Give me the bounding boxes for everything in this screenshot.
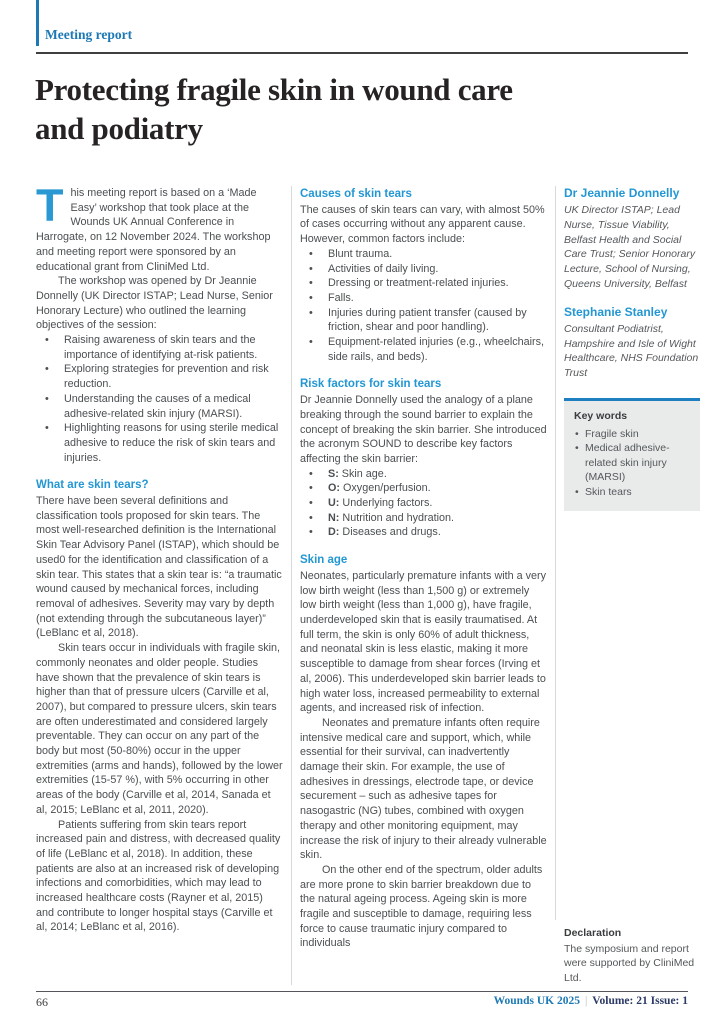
title-line1: Protecting fragile skin in wound care <box>35 72 513 107</box>
causes-list <box>300 247 547 365</box>
list-item: • Blunt trauma. <box>300 247 547 262</box>
sound-text: Underlying factors. <box>339 497 433 510</box>
list-item: • Understanding the causes of a medical adhesive-related skin injury (MARSI). <box>36 392 283 421</box>
list-item: • Raising awareness of skin tears and the importance of identifying at-risk patients. <box>36 333 283 362</box>
paragraph: Neonates and premature infants often require intensive medical care and support, which, while essential for their survival, can inadvertently damage their skin. For example, the use of adhesives in dressings, electrode tape, or device securement – such as adhesive tapes for nasogastric (NG) tubes, combined with oxygen therapy and other monitoring equipment, may increase the risk of injury to their already vulnerable skin. <box>300 716 547 862</box>
sound-letter: D: <box>328 526 340 539</box>
footer-rule <box>36 991 688 992</box>
list-item: • Equipment-related injuries (e.g., wheelchairs, side rails, and beds). <box>300 335 547 364</box>
keywords-heading: Key words <box>574 409 628 422</box>
footer-citation <box>494 995 688 1007</box>
intro-text: his meeting report is based on a ‘Made Easy’ workshop that took place at the Wounds UK Annual Conference in Harrogate, on 12 November 2024. The workshop and meeting report were sponsored by an educational grant from CliniMed Ltd. <box>36 187 271 273</box>
paragraph: Patients suffering from skin tears report increased pain and distress, with decreased quality of life (LeBlanc et al, 2018). In addition, these patients are also at an increased risk of developing infections and comorbidities, which may lead to increased healthcare costs (Rayner et al, 2015) and contribute to longer hospital stays (Carville et al, 2014; LeBlanc et al, 2016). <box>36 818 281 934</box>
intro-paragraph <box>36 186 283 274</box>
keyword-item: • Fragile skin <box>574 427 690 442</box>
list-item: • Injuries during patient transfer (caused by friction, shear and poor handling). <box>300 306 547 335</box>
declaration-heading: Declaration <box>564 926 622 939</box>
column-1 <box>36 186 283 985</box>
column-2 <box>300 186 547 985</box>
keywords-box <box>564 398 700 512</box>
author-affiliation: Consultant Podiatrist, Hampshire and Isle of Wight Healthcare, NHS Foundation Trust <box>564 322 699 380</box>
list-item <box>300 525 547 540</box>
paragraph: On the other end of the spectrum, older adults are more prone to skin barrier breakdown due to the natural ageing process. Ageing skin is more fragile and susceptible to damage, requiring less force to cause traumatic injury compared to individuals <box>300 863 543 950</box>
sound-letter: N: <box>328 511 340 524</box>
author-name: Stephanie Stanley <box>564 304 668 319</box>
page-number: 66 <box>36 995 48 1009</box>
sound-text: Diseases and drugs. <box>339 526 441 539</box>
declaration-box <box>564 927 700 986</box>
paragraph: There have been several definitions and classification tools proposed for skin tears. The most well-researched definition is the International Skin Tear Advisory Panel (ISTAP), which should be used0 for the identification and classification of a skin tear. This states that a skin tear is: “a traumatic wound caused by mechanical forces, including removal of adhesives. Severity may vary by depth (not extending through the subcutaneous layer)” (LeBlanc et al, 2018). <box>36 495 282 640</box>
sound-text: Oxygen/perfusion. <box>340 482 431 495</box>
objectives-list <box>36 333 283 465</box>
list-item <box>300 511 547 526</box>
sidebar <box>564 186 700 985</box>
author-block <box>564 305 700 381</box>
sound-text: Skin age. <box>338 467 387 480</box>
list-item: • Activities of daily living. <box>300 262 547 277</box>
paragraph: Dr Jeannie Donnelly used the analogy of a plane breaking through the sound barrier to explain the concept of breaking the skin barrier. She introduced the acronym SOUND to describe key factors affecting the skin barrier: <box>300 394 547 465</box>
column-divider <box>291 186 292 985</box>
list-item: • Falls. <box>300 291 547 306</box>
heading-risk-factors: Risk factors for skin tears <box>300 378 442 391</box>
declaration-text: The symposium and report were supported by CliniMed Ltd. <box>564 942 695 984</box>
list-item <box>300 496 547 511</box>
footer-divider: | <box>584 995 588 1007</box>
page-title <box>35 70 513 148</box>
heading-causes-of-skin-tears: Causes of skin tears <box>300 188 412 200</box>
article-body <box>36 186 700 985</box>
section-label: Meeting report <box>45 27 133 42</box>
top-accent-bar <box>36 0 39 46</box>
header-rule <box>36 52 688 54</box>
paragraph: The causes of skin tears can vary, with almost 50% of cases occurring without any apparent cause. However, common factors include: <box>300 203 545 246</box>
keyword-item: • Skin tears <box>574 485 690 500</box>
paragraph: Skin tears occur in individuals with fragile skin, commonly neonates and older people. Studies have shown that the prevalence of skin tears is higher than that of pressure ulcers (Carville et al, 2007), but compared to pressure ulcers, skin tears are often underestimated and considered largely preventable. They can occur on any part of the body but most (50-80%) occur in the upper extremities (arms and hands), followed by the lower extremities (15-57 %), with 5% occurring in other areas of the body (Carville et al, 2014, Sanada et al, 2015; LeBlanc et al, 2011, 2020). <box>36 642 283 816</box>
author-affiliation: UK Director ISTAP; Lead Nurse, Tissue Viability, Belfast Health and Social Care Trust; Senior Honorary Lecture, School of Nursing, Queens University, Belfast <box>564 204 696 290</box>
sound-letter: S: <box>328 467 339 480</box>
drop-cap: T <box>36 186 64 231</box>
paragraph: The workshop was opened by Dr Jeannie Donnelly (UK Director ISTAP; Lead Nurse, Senior Honorary Lecture) who outlined the learning objectives of the session: <box>36 275 273 332</box>
list-item: • Dressing or treatment-related injuries. <box>300 276 547 291</box>
footer-issue: Volume: 21 Issue: 1 <box>592 995 688 1007</box>
footer-journal: Wounds UK 2025 <box>493 995 580 1007</box>
sound-text: Nutrition and hydration. <box>339 511 455 524</box>
list-item <box>300 481 547 496</box>
sound-letter: U: <box>328 497 340 510</box>
title-line2: and podiatry <box>35 111 203 146</box>
list-item: • Exploring strategies for prevention and risk reduction. <box>36 362 283 391</box>
author-name: Dr Jeannie Donnelly <box>564 186 680 200</box>
list-item <box>300 467 547 482</box>
sound-acronym-list <box>300 467 547 541</box>
author-block <box>564 186 700 292</box>
heading-skin-age: Skin age <box>300 554 348 567</box>
heading-what-are-skin-tears: What are skin tears? <box>36 479 149 492</box>
column-divider <box>555 186 556 920</box>
sound-letter: O: <box>328 482 340 495</box>
paragraph: Neonates, particularly premature infants with a very low birth weight (less than 1,500 g) or extremely low birth weight (less than 1,000 g), have fragile, underdeveloped skin that is easily traumatised. At full term, the skin is only 60% of adult thickness, and neonatal skin is less elastic, making it more susceptible to damage from shear forces (Irving et al, 2006). This underdeveloped skin barrier leads to high water loss, increased permeability to external agents, and increased risk of infection. <box>300 569 547 715</box>
keyword-item: • Medical adhesive-related skin injury (MARSI) <box>574 441 690 485</box>
list-item: • Highlighting reasons for using sterile medical adhesive to reduce the risk of skin tears and injuries. <box>36 421 283 465</box>
